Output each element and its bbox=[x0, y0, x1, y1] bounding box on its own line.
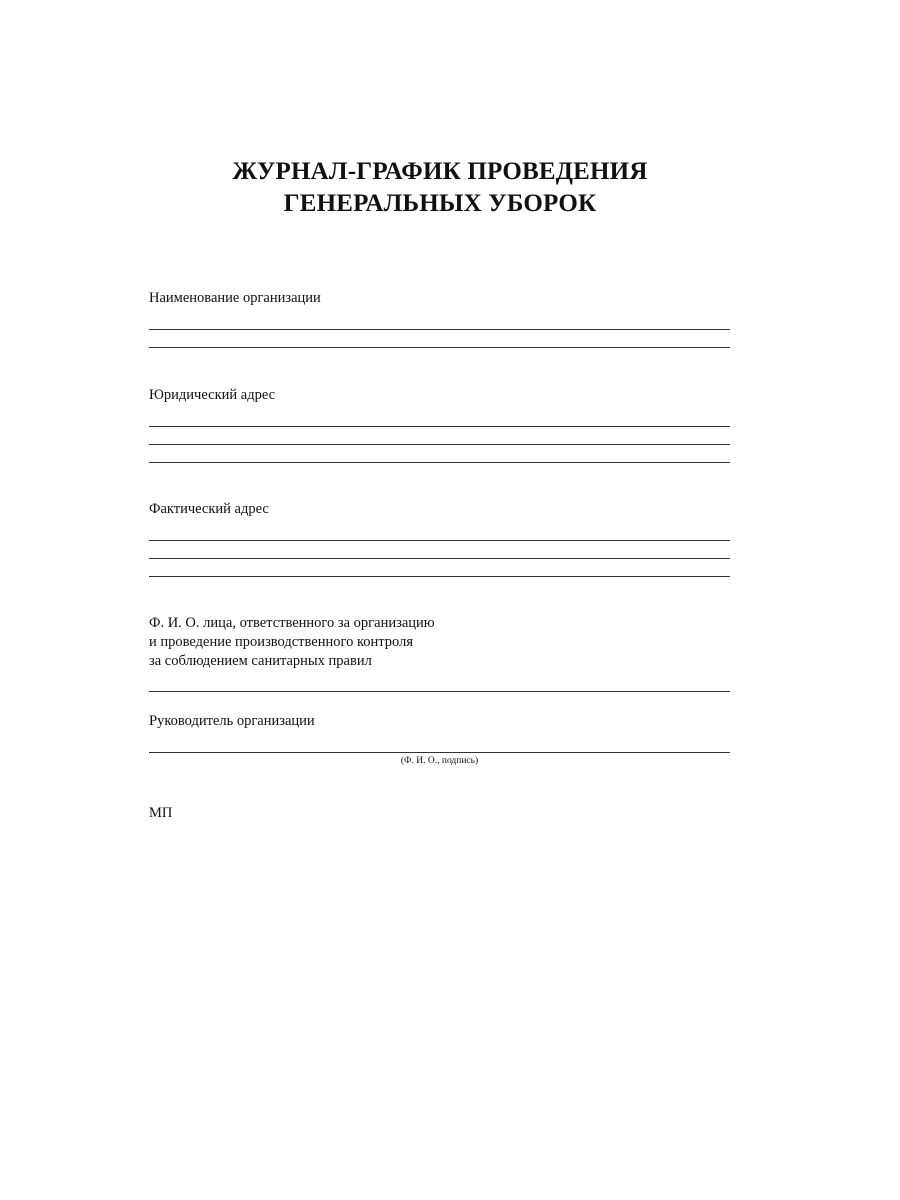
org-name-line-1[interactable] bbox=[149, 329, 730, 330]
responsible-label-line-2: и проведение производственного контроля bbox=[149, 634, 413, 650]
document-title bbox=[0, 156, 880, 220]
legal-address-label: Юридический адрес bbox=[149, 387, 276, 403]
legal-address-line-2[interactable] bbox=[149, 444, 730, 445]
responsible-label-line-3: за соблюдением санитарных правил bbox=[149, 653, 372, 669]
responsible-line[interactable] bbox=[149, 691, 730, 692]
title-line-2: ГЕНЕРАЛЬНЫХ УБОРОК bbox=[283, 190, 597, 217]
stamp-label: МП bbox=[149, 805, 173, 821]
legal-address-line-3[interactable] bbox=[149, 462, 730, 463]
legal-address-line-1[interactable] bbox=[149, 426, 730, 427]
actual-address-line-1[interactable] bbox=[149, 540, 730, 541]
org-name-label: Наименование организации bbox=[149, 290, 321, 306]
actual-address-line-3[interactable] bbox=[149, 576, 730, 577]
signature-caption: (Ф. И. О., подпись) bbox=[400, 756, 479, 766]
head-label: Руководитель организации bbox=[149, 713, 315, 729]
responsible-label-line-1: Ф. И. О. лица, ответственного за организацию bbox=[149, 615, 435, 631]
org-name-line-2[interactable] bbox=[149, 347, 730, 348]
title-line-1: ЖУРНАЛ-ГРАФИК ПРОВЕДЕНИЯ bbox=[232, 158, 648, 185]
head-signature-line[interactable] bbox=[149, 752, 730, 753]
actual-address-label: Фактический адрес bbox=[149, 501, 269, 517]
actual-address-line-2[interactable] bbox=[149, 558, 730, 559]
